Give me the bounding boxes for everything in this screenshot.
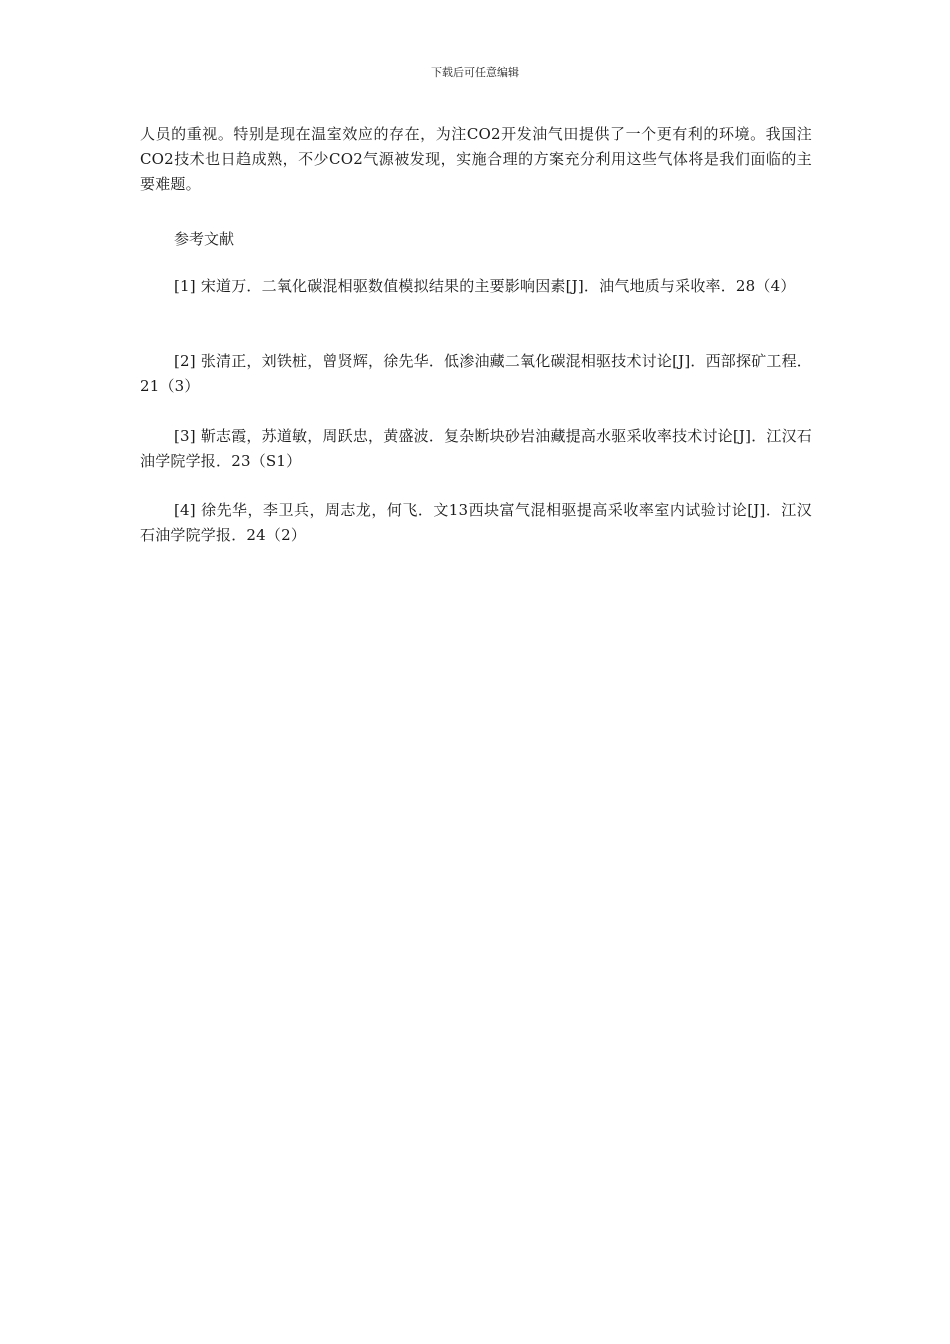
reference-item-3: [3] 靳志霞，苏道敏，周跃忠，黄盛波．复杂断块砂岩油藏提高水驱采收率技术讨论[J]．江汉石油学院学报．23（S1） [140,427,812,470]
references-title: 参考文献 [174,230,235,248]
reference-item-2: [2] 张清正，刘铁桩，曾贤辉，徐先华．低渗油藏二氧化碳混相驱技术讨论[J]．西部探矿工程．21（3） [140,352,812,395]
intro-paragraph: 人员的重视。特别是现在温室效应的存在，为注CO2开发油气田提供了一个更有利的环境。我国注CO2技术也日趋成熟，不少CO2气源被发现，实施合理的方案充分利用这些气体将是我们面临的主要难题。 [140,125,812,193]
reference-item-4: [4] 徐先华，李卫兵，周志龙，何飞．文13西块富气混相驱提高采收率室内试验讨论[J]．江汉石油学院学报．24（2） [140,501,812,544]
reference-item-1: [1] 宋道万．二氧化碳混相驱数值模拟结果的主要影响因素[J]．油气地质与采收率．28（4） [174,277,796,295]
page-header-note: 下载后可任意编辑 [431,66,519,79]
